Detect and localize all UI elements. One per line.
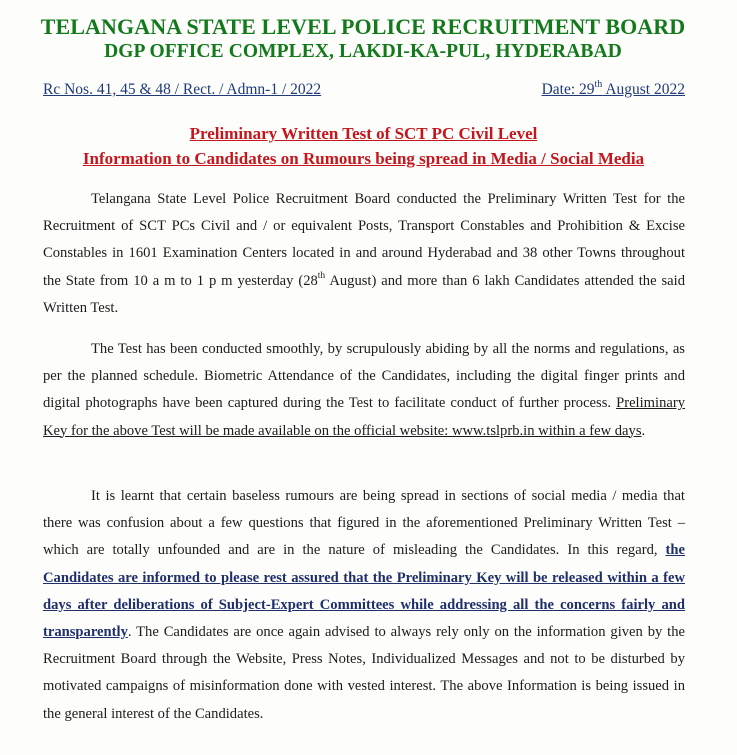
org-name-heading: TELANGANA STATE LEVEL POLICE RECRUITMENT BOARD [40, 14, 686, 39]
paragraph-3-text-a: It is learnt that certain baseless rumours are being spread in sections of social media / media that there was confusion about a few questions that figured in the aforementioned Preliminary Written Test – which are totally unfounded and are in the nature of misleading the Candidates. In this regard, [43, 488, 685, 559]
preliminary-key-notice: Preliminary Key for the above Test will be made available on the official website: www.tslprb.in within a few days [43, 395, 685, 439]
paragraph-3 [43, 483, 685, 728]
paragraph-1-text-b: August) and more than 6 lakh Candidates attended the said Written Test. [43, 272, 686, 316]
date-superscript: th [594, 78, 603, 90]
rc-number: Rc Nos. 41, 45 & 48 / Rect. / Admn-1 / 2022 [43, 81, 322, 98]
subject-line-2: Information to Candidates on Rumours being spread in Media / Social Media [82, 149, 645, 168]
date-prefix: Date: 29 [541, 81, 595, 98]
org-address-heading: DGP OFFICE COMPLEX, LAKDI-KA-PUL, HYDERABAD [104, 41, 622, 62]
paragraph-1-superscript: th [317, 270, 326, 281]
paragraph-2-text: The Test has been conducted smoothly, by scrupulously abiding by all the norms and regulations, as per the planned schedule. Biometric Attendance of the Candidates, including the digital finger prints and digital photographs have been captured during the Test to facilitate conduct of further process. [43, 341, 685, 412]
paragraph-2-end: . [641, 422, 646, 439]
paragraph-1-text-a: Telangana State Level Police Recruitment Board conducted the Preliminary Written Test for the Recruitment of SCT PCs Civil and / or equivalent Posts, Transport Constables and Prohibition & Excise Constables in 1601 Examination Centers located in and around Hyderabad and 38 other Towns throughout the State from 10 a m to 1 p m yesterday (28 [43, 191, 685, 289]
assurance-emphasis: the Candidates are informed to please rest assured that the Preliminary Key will be released within a few days after deliberations of Subject-Expert Committees while addressing all the concerns fairly and transparently [43, 542, 685, 641]
reference-line [43, 78, 685, 103]
document-date [541, 78, 685, 99]
date-suffix: August 2022 [602, 81, 685, 98]
subject-line-1: Preliminary Written Test of SCT PC Civil Level [189, 124, 538, 143]
paragraph-2 [43, 336, 685, 445]
paragraph-3-text-b: . The Candidates are once again advised to always rely only on the information given by the Recruitment Board through the Website, Press Notes, Individualized Messages and not to be disturbed by motivated campaigns of misinformation done with vested interest. The above Information is being issued in the general interest of the Candidates. [43, 624, 685, 722]
paragraph-1 [43, 186, 685, 322]
